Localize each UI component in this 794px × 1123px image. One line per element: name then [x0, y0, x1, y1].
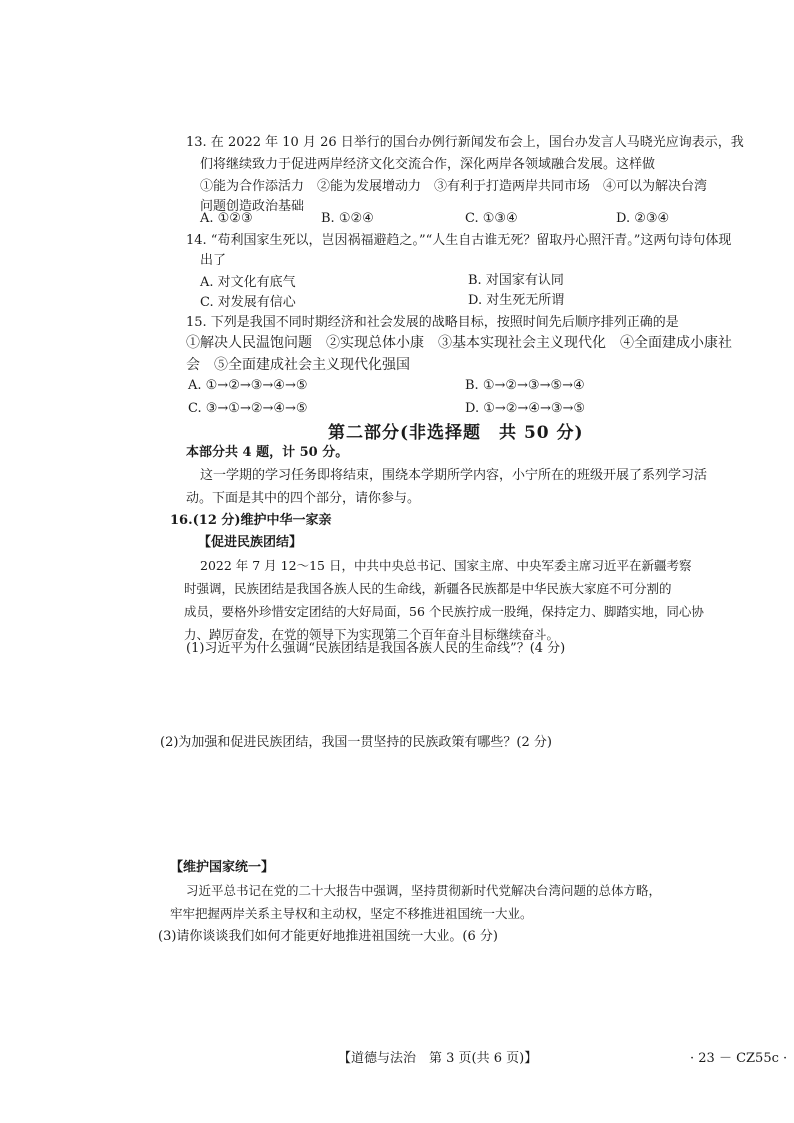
part2-intro-line2: 动。下面是其中的四个部分，请你参与。 — [186, 491, 421, 506]
q16-ask1: (1)习近平为什么强调“民族团结是我国各族人民的生命线”？(4 分) — [186, 641, 566, 656]
q14-option-c: C. 对发展有信心 — [200, 295, 296, 310]
q13-items-line2: 问题创造政治基础 — [200, 199, 305, 214]
footer-code: · 23 － CZ55c · — [690, 1051, 788, 1066]
q14-option-d: D. 对生死无所谓 — [468, 293, 565, 308]
q16-sub1-title: 【促进民族团结】 — [198, 535, 303, 550]
q16-ask3: (3)请你谈谈我们如何才能更好地推进祖国统一大业。(6 分) — [158, 929, 498, 944]
q13-option-d: D. ②③④ — [616, 211, 670, 226]
part2-title: 第二部分(非选择题 共 50 分) — [328, 423, 584, 443]
q13-option-c: C. ①③④ — [465, 211, 518, 226]
q16-title: 16.(12 分)维护中华一家亲 — [170, 513, 332, 528]
q13-stem-line1: 13. 在 2022 年 10 月 26 日举行的国台办例行新闻发布会上，国台办发言人马晓光应询表示，我 — [186, 135, 744, 150]
q16-sub2-line2: 牢牢把握两岸关系主导权和主动权，坚定不移推进祖国统一大业。 — [170, 906, 533, 921]
q14-option-a: A. 对文化有底气 — [200, 275, 296, 290]
q15-items-line1: ①解决人民温饱问题 ②实现总体小康 ③基本实现社会主义现代化 ④全面建成小康社 — [186, 335, 732, 351]
q15-option-a: A. ①→②→③→④→⑤ — [188, 378, 308, 393]
part2-intro-line1: 这一学期的学习任务即将结束，围绕本学期所学内容，小宁所在的班级开展了系列学习活 — [200, 468, 708, 483]
q16-sub1-line3: 成员，要格外珍惜安定团结的大好局面，56 个民族拧成一股绳，保持定力、脚踏实地，同心协 — [184, 604, 704, 619]
part2-note: 本部分共 4 题，计 50 分。 — [186, 445, 349, 460]
q16-sub2-title: 【维护国家统一】 — [170, 860, 275, 875]
q14-option-b: B. 对国家有认同 — [468, 273, 564, 288]
q16-sub2-line1: 习近平总书记在党的二十大报告中强调，坚持贯彻新时代党解决台湾问题的总体方略， — [186, 883, 662, 898]
q13-option-a: A. ①②③ — [200, 211, 253, 226]
q15-stem: 15. 下列是我国不同时期经济和社会发展的战略目标，按照时间先后顺序排列正确的是 — [186, 315, 679, 330]
q13-option-b: B. ①②④ — [321, 211, 374, 226]
q15-option-d: D. ①→②→④→③→⑤ — [465, 401, 586, 416]
q16-sub1-line4: 力、踔厉奋发，在党的领导下为实现第二个百年奋斗目标继续奋斗。 — [184, 627, 560, 642]
q13-items-line1: ①能为合作添活力 ②能为发展增动力 ③有利于打造两岸共同市场 ④可以为解决台湾 — [200, 179, 708, 194]
q14-stem-line2: 出了 — [200, 253, 227, 268]
q16-sub1-line2: 时强调，民族团结是我国各族人民的生命线，新疆各民族都是中华民族大家庭不可分割的 — [184, 581, 672, 596]
q13-stem-line2: 们将继续致力于促进两岸经济文化交流合作，深化两岸各领域融合发展。这样做 — [200, 157, 656, 172]
q15-option-b: B. ①→②→③→⑤→④ — [465, 378, 585, 393]
footer-subject: 【道德与法治 第 3 页(共 6 页)】 — [338, 1051, 538, 1066]
q14-stem-line1: 14. “苟利国家生死以，岂因祸福避趋之。”“人生自古谁无死？留取丹心照汗青。”这两句诗句体现 — [186, 233, 732, 248]
q15-option-c: C. ③→①→②→④→⑤ — [188, 401, 308, 416]
q15-items-line2: 会 ⑤全面建成社会主义现代化强国 — [186, 357, 410, 373]
q16-sub1-line1: 2022 年 7 月 12～15 日，中共中央总书记、国家主席、中央军委主席习近平在新疆考察 — [200, 558, 692, 573]
q16-ask2: (2)为加强和促进民族团结，我国一贯坚持的民族政策有哪些？(2 分) — [160, 735, 552, 750]
